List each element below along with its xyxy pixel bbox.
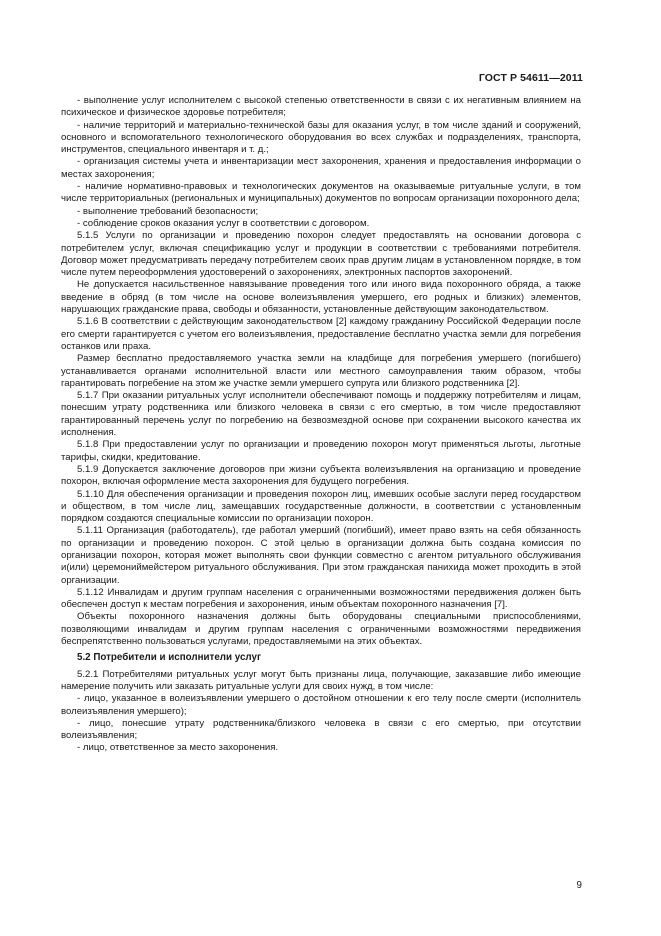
paragraph: 5.1.7 При оказании ритуальных услуг исполнители обеспечивают помощь и поддержку потребителям и лицам, понесшим утрату родственника или близкого человека в связи с его смертью, в том числе предоставляют гарантированный перечень услуг по погребению на безвозмездной основе при сохранении высокого качества их исполнения.	[61, 390, 581, 439]
paragraph: 5.1.5 Услуги по организации и проведению похорон следует предоставлять на основании договора с потребителем услуг, включая спецификацию услуг и продукции в соответствии с требованиями потребителя. Договор может предусматривать передачу потребителем своих прав другим лицам в установленном порядке, в том числе путем переоформления удостоверений о захоронениях, электронных паспортов захоронений.	[61, 230, 581, 279]
paragraph: - лицо, понесшие утрату родственника/близкого человека в связи с его смертью, при отсутствии волеизъявления;	[61, 717, 581, 742]
section-heading: 5.2 Потребители и исполнители услуг	[77, 652, 262, 664]
paragraph: 5.1.6 В соответствии с действующим законодательством [2] каждому гражданину Российской Федерации после его смерти гарантируется с учетом его волеизъявления, предоставление бесплатно участка земли для погребения останков или праха.	[61, 316, 581, 352]
paragraph: - лицо, ответственное за место захоронения.	[77, 742, 279, 754]
paragraph: 5.2.1 Потребителями ритуальных услуг могут быть признаны лица, получающие, заказавшие либо имеющие намерение получить или заказать ритуальные услуги для своих нужд, в том числе:	[61, 668, 581, 692]
paragraph: Не допускается насильственное навязывание проведения того или иного вида похоронного обряда, а также введение в обряд (в том числе на основе волеизъявления умершего, его родных и близких) элементов, нарушающих гражданские права, свободы и обязанности, установленные действующим законодательством.	[61, 279, 581, 316]
paragraph: - выполнение требований безопасности;	[77, 205, 259, 217]
paragraph: - наличие нормативно-правовых и технологических документов на оказываемые ритуальные услуги, в том числе территориальных (региональных и муниципальных) документов по вопросам организации похоронного дела;	[61, 181, 581, 205]
paragraph: Размер бесплатно предоставляемого участка земли на кладбище для погребения умершего (погибшего) устанавливается органами исполнительной власти или местного самоуправления таким образом, чтобы гарантировать погребение на этом же участке земли умершего супруга или близкого родственника [2].	[61, 353, 581, 389]
paragraph: Объекты похоронного назначения должны быть оборудованы специальными приспособлениями, позволяющими инвалидам и другим группам населения с ограниченными возможностями передвижения беспрепятственно пользоваться услугами, предоставляемыми на этих объектах.	[61, 611, 581, 648]
paragraph: 5.1.11 Организация (работодатель), где работал умерший (погибший), имеет право взять на себя обязанность по организации и проведению похорон. С этой целью в организации должна быть создана комиссия по организации похорон, которая может выполнять свои функции совместно с агентом ритуального обслуживания и(или) церемониймейстером ритуального обслуживания. При этом гражданская панихида может проходить в этой организации.	[61, 525, 581, 586]
paragraph: 5.1.10 Для обеспечения организации и проведения похорон лиц, имевших особые заслуги перед государством и обществом, в том числе лиц, замещавших государственные должности, в соответствии с установленным порядком создаются специальные комиссии по организации похорон.	[61, 488, 581, 525]
document-code: ГОСТ Р 54611—2011	[478, 72, 583, 84]
paragraph: 5.1.9 Допускается заключение договоров при жизни субъекта волеизъявления на организацию и проведение похорон, включая оформление места захоронения для будущего погребения.	[61, 463, 581, 488]
paragraph: - наличие территорий и материально-технической базы для оказания услуг, в том числе зданий и сооружений, основного и вспомогательного технологического оборудования во всех службах и подразделениях, транспорта, инструментов, специального инвентаря и т. д.;	[61, 119, 581, 156]
paragraph: - лицо, указанное в волеизъявлении умершего о достойном отношении к его телу после смерти (исполнитель волеизъявления умершего);	[61, 693, 581, 717]
page-body	[61, 95, 581, 755]
paragraph: - соблюдение сроков оказания услуг в соответствии с договором.	[77, 217, 370, 229]
paragraph: - организация системы учета и инвентаризации мест захоронения, хранения и предоставления информации о местах захоронения;	[61, 156, 581, 180]
paragraph: - выполнение услуг исполнителем с высокой степенью ответственности в связи с их негативным влиянием на психическое и физическое здоровье потребителя;	[61, 95, 581, 119]
paragraph: 5.1.12 Инвалидам и другим группам населения с ограниченными возможностями передвижения должен быть обеспечен доступ к местам погребения и захоронения, иным объектам похоронного назначения [7].	[61, 586, 581, 611]
paragraph: 5.1.8 При предоставлении услуг по организации и проведению похорон могут применяться льготы, льготные тарифы, скидки, кредитование.	[61, 439, 581, 463]
page-number: 9	[576, 880, 582, 891]
